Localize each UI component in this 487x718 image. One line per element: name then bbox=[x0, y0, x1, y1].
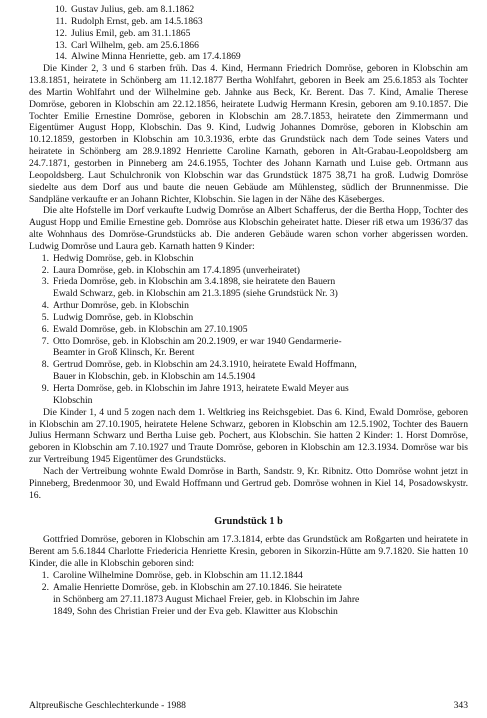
list-item bbox=[29, 253, 468, 265]
list-item bbox=[29, 300, 468, 312]
item-line: 1849, Sohn des Christian Freier und der Eva geb. Klawitter aus Klobschin bbox=[53, 605, 338, 617]
list-item bbox=[29, 582, 468, 618]
item-line: Gertrud Domröse, geb. in Klobschin am 24.3.1910, heiratete Ewald Hoffmann, bbox=[53, 359, 357, 371]
section-heading: Grundstück 1 b bbox=[214, 516, 283, 528]
list-item bbox=[29, 312, 468, 324]
list-item bbox=[29, 51, 468, 63]
item-number: 8. bbox=[41, 359, 49, 371]
list-item bbox=[29, 16, 468, 28]
gottfried-children-list bbox=[29, 570, 468, 617]
list-item bbox=[29, 28, 468, 40]
item-line: Frieda Domröse, geb. in Klobschin am 3.4.1898, sie heiratete den Bauern bbox=[53, 276, 336, 288]
item-line: in Schönberg am 27.11.1873 August Michael Freier, geb. in Klobschin im Jahre bbox=[53, 593, 360, 605]
item-number: 4. bbox=[41, 300, 49, 312]
item-number: 5. bbox=[41, 311, 49, 323]
list-item bbox=[29, 383, 468, 407]
children-list-continued bbox=[29, 4, 468, 63]
paragraph-hofstelle: Die alte Hofstelle im Dorf verkaufte Ludwig Domröse an Albert Schafferus, der die Bertha Hopp, Tochter des August Hopp und Emilie Ernestine geb. Domröse aus Klobschin geheiratet hatte. Dieser riß etwa um 1936/37 das alte Wohnhaus des Domröse-Grundstücks ab. Die anderen Gebäude waren schon vorher abgerissen worden. Ludwig Domröse und Laura geb. Karnath hatten 9 Kinder: bbox=[29, 205, 468, 252]
list-item bbox=[29, 265, 468, 277]
item-line: Ewald Domröse, geb. in Klobschin am 27.10.1905 bbox=[53, 323, 248, 335]
list-item bbox=[29, 570, 468, 582]
item-text: Carl Wilhelm, geb. am 25.6.1866 bbox=[71, 39, 199, 51]
item-text: Julius Emil, geb. am 31.1.1865 bbox=[71, 27, 191, 39]
item-line: Arthur Domröse, geb. in Klobschin bbox=[53, 300, 189, 312]
item-number: 3. bbox=[41, 276, 49, 288]
item-number: 2. bbox=[41, 264, 49, 276]
list-item bbox=[29, 324, 468, 336]
item-line: Beamter in Groß Klinsch, Kr. Berent bbox=[53, 347, 195, 359]
page-number: 343 bbox=[453, 700, 468, 711]
item-line: Otto Domröse, geb. in Klobschin am 20.2.1909, er war 1940 Gendarmerie- bbox=[53, 335, 342, 347]
item-line: Bauer in Klobschin, geb. in Klobschin am 14.5.1904 bbox=[53, 371, 256, 383]
item-line: Caroline Wilhelmine Domröse, geb. in Klobschin am 11.12.1844 bbox=[53, 569, 303, 581]
ludwig-children-list bbox=[29, 253, 468, 407]
item-text: Alwine Minna Henriette, geb. am 17.4.1869 bbox=[71, 51, 241, 63]
item-line: Amalie Henriette Domröse, geb. in Klobschin am 27.10.1846. Sie heiratete bbox=[53, 581, 342, 593]
item-line: Herta Domröse, geb. in Klobschin im Jahre 1913, heiratete Ewald Meyer aus bbox=[53, 383, 349, 394]
list-item bbox=[29, 336, 468, 360]
item-number: 10. bbox=[55, 4, 67, 15]
list-item bbox=[29, 40, 468, 52]
item-number: 1. bbox=[41, 569, 49, 581]
journal-title: Altpreußische Geschlechterkunde - 1988 bbox=[29, 700, 186, 711]
item-number: 11. bbox=[55, 15, 67, 27]
paragraph-gottfried: Gottfried Domröse, geboren in Klobschin am 17.3.1814, erbte das Grundstück am Roßgarten und heiratete in Berent am 5.6.1844 Charlotte Friedericia Henriette Kresin, geboren in Sikorzin-Hütte am 9.7.1820. Sie hatten 10 Kinder, die alle in Klobschin geboren sind: bbox=[29, 534, 468, 570]
item-number: 12. bbox=[55, 27, 67, 39]
page-footer bbox=[29, 700, 468, 711]
item-number: 6. bbox=[41, 323, 49, 335]
list-item bbox=[29, 4, 468, 16]
item-line: Klobschin bbox=[53, 394, 93, 406]
list-item bbox=[29, 359, 468, 383]
item-line: Ludwig Domröse, geb. in Klobschin bbox=[53, 311, 194, 323]
item-number: 14. bbox=[55, 51, 67, 63]
item-text: Rudolph Ernst, geb. am 14.5.1863 bbox=[71, 15, 203, 27]
paragraph-vertreibung: Nach der Vertreibung wohnte Ewald Domröse in Barth, Sandstr. 9, Kr. Ribnitz. Otto Domröse wohnt jetzt in Pinneberg, Bredenmoor 30, und Ewald Hoffmann und Gertrud geb. Domröse wohnen in Kiel 14, Posadowskystr. 16. bbox=[29, 465, 468, 501]
item-line: Laura Domröse, geb. in Klobschin am 17.4.1895 (unverheiratet) bbox=[53, 264, 300, 276]
document-page bbox=[29, 4, 468, 617]
item-number: 2. bbox=[41, 581, 49, 593]
item-number: 9. bbox=[41, 383, 49, 394]
item-number: 1. bbox=[41, 252, 49, 264]
item-line: Ewald Schwarz, geb. in Klobschin am 21.3.1895 (siehe Grundstück Nr. 3) bbox=[53, 288, 338, 300]
paragraph-weltkrieg: Die Kinder 1, 4 und 5 zogen nach dem 1. Weltkrieg ins Reichsgebiet. Das 6. Kind, Ewald Domröse, geboren in Klobschin am 27.10.1905, heiratete Helene Schwarz, geboren in Klobschin am 12.5.1902, Tochter des Bauern Julius Hermann Schwarz und Bertha Luise geb. Pochert, aus Klobschin. Sie hatten 2 Kinder: 1. Horst Domröse, geboren in Klobschin am 7.10.1927 und Traute Domröse, geboren in Klobschin am 12.3.1934. Domröse war bis zur Vertreibung 1945 Eigentümer des Grundstücks. bbox=[29, 406, 468, 466]
item-number: 13. bbox=[55, 39, 67, 51]
paragraph-kinder: Die Kinder 2, 3 und 6 starben früh. Das 4. Kind, Hermann Friedrich Domröse, geboren in Klobschin am 13.8.1851, heiratete in Schönberg am 11.12.1877 Bertha Wohlfahrt, geboren in Beek am 25.6.1853 als Tochter des Martin Wohlfahrt und der Wilhelmine geb. Jahnke aus Beck, Kr. Berent. Das 7. Kind, Amalie Therese Domröse, geboren in Klobschin am 22.12.1856, heiratete Ludwig Hermann Kresin, geboren am 9.10.1857. Die Tochter Emilie Ernestine Domröse, geboren in Klobschin am 28.7.1853, heiratete den Zimmermann und Eigentümer August Hopp, Klobschin. Das 9. Kind, Ludwig Johannes Domröse, geboren in Klobschin am 10.12.1859, gestorben in Klobschin am 10.3.1936, erbte das Grundstück nach dem Tode seines Vaters und heiratete in Schönberg am 28.9.1892 Henriette Caroline Karnath, geboren in Alt-Grabau-Leopoldsberg am 24.7.1871, gestorben in Pinneberg am 24.6.1955, Tochter des Johann Karnath und Luise geb. Ortmann aus Leopoldsberg. Laut Schulchronik von Klobschin war das Grundstück 1875 38,71 ha groß. Ludwig Domröse siedelte aus dem Dorf aus und baute die neuen Gebäude am Mühlensteg, südlich der Brunnenmisse. Die Sandpläne verkaufte er an Johann Richter, Klobschin. Sie lagen in der Nähe des Käseberges. bbox=[29, 63, 468, 205]
item-text: Gustav Julius, geb. am 8.1.1862 bbox=[71, 4, 195, 15]
item-line: Hedwig Domröse, geb. in Klobschin bbox=[53, 252, 194, 264]
list-item bbox=[29, 276, 468, 300]
item-number: 7. bbox=[41, 335, 49, 347]
